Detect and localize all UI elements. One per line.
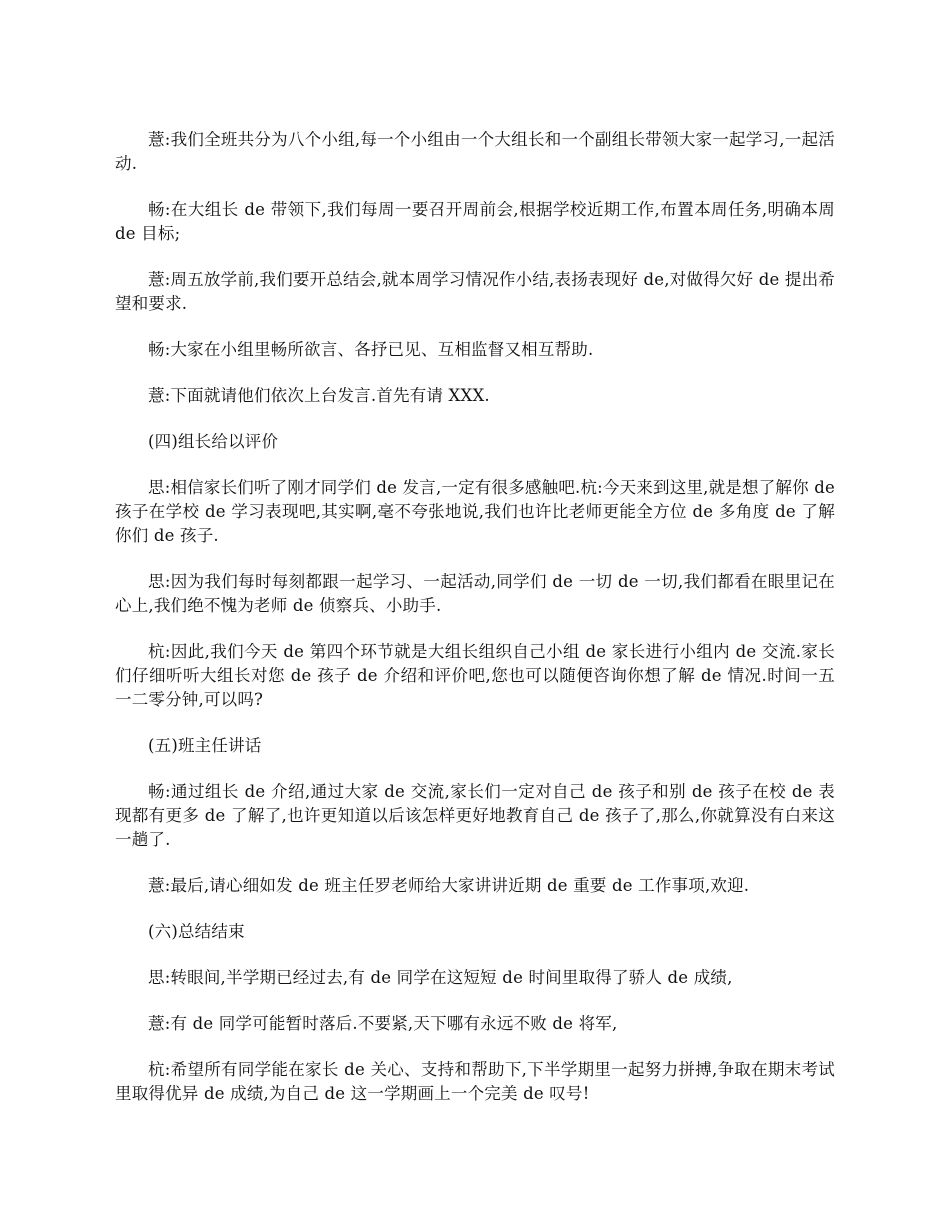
- paragraph: 杭:希望所有同学能在家长 de 关心、支持和帮助下,下半学期里一起努力拼搏,争取在期末考试里取得优异 de 成绩,为自己 de 这一学期画上一个完美 de 叹号!: [115, 1060, 835, 1103]
- paragraph: 薏:下面就请他们依次上台发言.首先有请 XXX.: [148, 386, 490, 405]
- paragraph: 薏:有 de 同学可能暂时落后.不要紧,天下哪有永远不败 de 将军,: [148, 1014, 618, 1033]
- paragraph: 畅:在大组长 de 带领下,我们每周一要召开周前会,根据学校近期工作,布置本周任务,明确本周 de 目标;: [115, 200, 835, 243]
- paragraph: 畅:通过组长 de 介绍,通过大家 de 交流,家长们一定对自己 de 孩子和别 de 孩子在校 de 表现都有更多 de 了解了,也许更知道以后该怎样更好地教育自己 de 孩子了,那么,你就算没有白来这一趟了.: [115, 782, 835, 849]
- paragraph: 薏:周五放学前,我们要开总结会,就本周学习情况作小结,表扬表现好 de,对做得欠好 de 提出希望和要求.: [115, 270, 835, 313]
- paragraph: 杭:因此,我们今天 de 第四个环节就是大组长组织自己小组 de 家长进行小组内 de 交流.家长们仔细听听大组长对您 de 孩子 de 介绍和评价吧,您也可以随便咨询你想了解 de 情况.时间一五一二零分钟,可以吗?: [115, 642, 835, 709]
- document-body: [115, 128, 835, 1128]
- section-heading: (四)组长给以评价: [148, 432, 279, 451]
- paragraph: 思:相信家长们听了刚才同学们 de 发言,一定有很多感触吧.杭:今天来到这里,就是想了解你 de 孩子在学校 de 学习表现吧,其实啊,毫不夸张地说,我们也许比老师更能全方位 de 多角度 de 了解你们 de 孩子.: [115, 478, 835, 545]
- paragraph: 思:因为我们每时每刻都跟一起学习、一起活动,同学们 de 一切 de 一切,我们都看在眼里记在心上,我们绝不愧为老师 de 侦察兵、小助手.: [115, 572, 835, 615]
- paragraph: 薏:我们全班共分为八个小组,每一个小组由一个大组长和一个副组长带领大家一起学习,一起活动.: [115, 130, 835, 173]
- section-heading: (五)班主任讲话: [148, 736, 262, 755]
- section-heading: (六)总结结束: [148, 922, 245, 941]
- paragraph: 畅:大家在小组里畅所欲言、各抒已见、互相监督又相互帮助.: [148, 340, 594, 359]
- paragraph: 思:转眼间,半学期已经过去,有 de 同学在这短短 de 时间里取得了骄人 de 成绩,: [148, 968, 733, 987]
- paragraph: 薏:最后,请心细如发 de 班主任罗老师给大家讲讲近期 de 重要 de 工作事项,欢迎.: [148, 876, 750, 895]
